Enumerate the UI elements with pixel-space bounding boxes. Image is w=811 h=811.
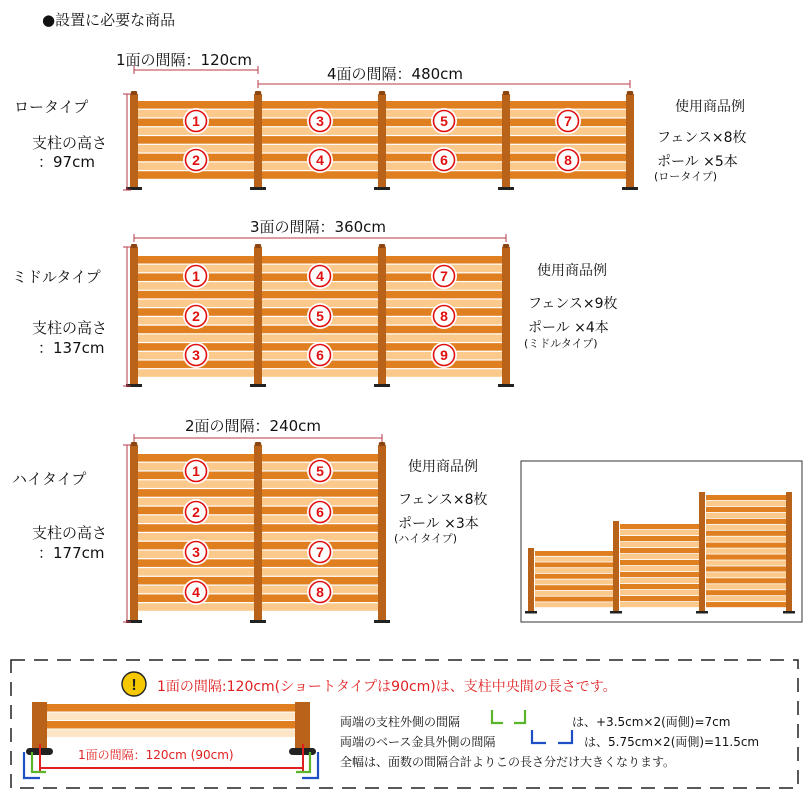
post-cap xyxy=(503,91,509,95)
warning-icon-mark: ! xyxy=(131,677,137,694)
total-width-note: 全幅は、面数の間隔合計よりこの長さ分だけ大きくなります。 xyxy=(340,755,676,769)
combo-post xyxy=(786,492,792,612)
middle-pole-count: ポール ×4本 xyxy=(528,320,609,336)
combo-slat xyxy=(620,524,699,529)
middle-pole-type: (ミドルタイプ) xyxy=(524,337,598,350)
middle-example-title: 使用商品例 xyxy=(537,263,607,279)
low-pole-count: ポール ×5本 xyxy=(657,154,738,170)
fence-slat xyxy=(386,101,502,109)
low-type-label: ロータイプ xyxy=(14,98,89,116)
combo-slat xyxy=(535,557,614,562)
post-outer-gap-label: 両端の支柱外側の間隔 xyxy=(340,715,461,729)
panel-number: 2 xyxy=(192,308,200,324)
high-pole-count: ポール ×3本 xyxy=(398,516,479,532)
panel-number: 6 xyxy=(316,504,324,520)
low-fence-count: フェンス×8枚 xyxy=(657,130,747,146)
low-height-value: ：97cm xyxy=(38,153,95,171)
panel-number: 8 xyxy=(316,584,324,600)
low-dim-4-label: 4面の間隔：480cm xyxy=(327,65,464,83)
high-height-label: 支柱の高さ xyxy=(32,524,108,542)
post-cap xyxy=(131,442,137,446)
fence-post xyxy=(254,445,262,620)
panel-number: 2 xyxy=(192,504,200,520)
combo-slat xyxy=(706,596,786,601)
high-dim-label: 2面の間隔：240cm xyxy=(185,417,322,435)
combo-slat xyxy=(706,531,786,536)
middle-dim-label: 3面の間隔：360cm xyxy=(250,218,387,236)
post-cap xyxy=(255,442,261,446)
fence-slat xyxy=(386,291,502,299)
panel-number: 6 xyxy=(316,347,324,363)
panel-number: 9 xyxy=(440,347,448,363)
middle-height-value: ：137cm xyxy=(38,339,105,357)
combo-slat xyxy=(620,584,699,589)
fence-slat xyxy=(262,334,378,342)
sample-slat xyxy=(46,730,298,738)
fence-post xyxy=(378,445,386,620)
combo-slat xyxy=(620,578,699,583)
combo-slat xyxy=(620,542,699,547)
panel-number: 5 xyxy=(316,308,324,324)
combo-slat xyxy=(620,590,699,595)
sample-slat xyxy=(46,713,298,721)
fence-post xyxy=(130,445,138,620)
fence-slat xyxy=(262,256,378,264)
low-type-fence xyxy=(123,66,638,190)
combo-illustration xyxy=(521,461,802,622)
combo-post xyxy=(613,521,619,612)
panel-number: 8 xyxy=(440,308,448,324)
combo-slat xyxy=(620,566,699,571)
combo-slat xyxy=(535,551,614,556)
combo-post xyxy=(699,492,705,612)
post-cap xyxy=(131,244,137,248)
combo-post xyxy=(528,548,534,612)
post-outer-gap-value: は、+3.5cm×2(両側)=7cm xyxy=(572,715,731,729)
sample-slat xyxy=(46,704,298,712)
post-base xyxy=(374,620,390,623)
combo-slat xyxy=(620,602,699,607)
fence-slat xyxy=(386,136,502,144)
fence-slat xyxy=(262,568,378,576)
fence-post xyxy=(130,247,138,384)
combo-slat xyxy=(535,562,614,567)
sample-slat xyxy=(46,721,298,729)
panel-number: 3 xyxy=(192,347,200,363)
panel-number: 1 xyxy=(192,463,200,479)
fence-slat xyxy=(262,369,378,377)
combo-slat xyxy=(535,585,614,590)
fence-slat xyxy=(138,568,254,576)
fence-slat xyxy=(386,334,502,342)
post-base xyxy=(498,384,514,387)
combo-slat xyxy=(706,572,786,577)
post-cap xyxy=(627,91,633,95)
combo-slat xyxy=(706,602,786,607)
low-example-title: 使用商品例 xyxy=(675,99,745,115)
combo-slat xyxy=(706,578,786,583)
post-cap xyxy=(503,244,509,248)
combo-slat xyxy=(706,513,786,518)
post-cap xyxy=(131,91,137,95)
fence-slat xyxy=(138,101,254,109)
combo-slat xyxy=(620,536,699,541)
post-cap xyxy=(379,244,385,248)
low-dim-1-label: 1面の間隔：120cm xyxy=(116,51,253,69)
high-example-title: 使用商品例 xyxy=(408,459,478,475)
warning-text: 1面の間隔:120cm(ショートタイプは90cm)は、支柱中央間の長さです。 xyxy=(157,679,617,695)
low-height-label: 支柱の高さ xyxy=(32,134,108,152)
combo-slat xyxy=(706,507,786,512)
post-cap xyxy=(255,91,261,95)
combo-slat xyxy=(706,584,786,589)
middle-type-label: ミドルタイプ xyxy=(12,268,101,286)
panel-number: 7 xyxy=(316,544,324,560)
post-base xyxy=(374,187,390,190)
fence-slat xyxy=(138,256,254,264)
combo-post-base xyxy=(525,611,537,614)
combo-slat xyxy=(706,525,786,530)
fence-post xyxy=(254,247,262,384)
combo-slat xyxy=(620,530,699,535)
fence-slat xyxy=(510,136,626,144)
panel-number: 7 xyxy=(564,113,572,129)
panel-number: 8 xyxy=(564,152,572,168)
panel-number: 1 xyxy=(192,268,200,284)
combo-slat xyxy=(706,519,786,524)
high-type-label: ハイタイプ xyxy=(12,470,87,488)
low-pole-type: (ロータイプ) xyxy=(654,170,718,183)
combo-slat xyxy=(535,580,614,585)
combo-post-base xyxy=(696,611,708,614)
combo-slat xyxy=(706,501,786,506)
fence-post xyxy=(130,94,138,187)
combo-slat xyxy=(706,566,786,571)
combo-slat xyxy=(535,574,614,579)
combo-slat xyxy=(535,602,614,607)
combo-slat xyxy=(620,560,699,565)
post-base xyxy=(498,187,514,190)
fence-slat xyxy=(262,489,378,497)
fence-post xyxy=(378,247,386,384)
panel-number: 2 xyxy=(192,152,200,168)
fence-slat xyxy=(262,524,378,532)
panel-number: 3 xyxy=(192,544,200,560)
spacing-explanation xyxy=(11,660,798,788)
legend-blue-left xyxy=(532,730,546,743)
combo-slat xyxy=(706,554,786,559)
panel-number: 5 xyxy=(440,113,448,129)
fence-slat xyxy=(138,489,254,497)
panel-number: 1 xyxy=(192,113,200,129)
high-pole-type: (ハイタイプ) xyxy=(394,532,458,545)
combo-slat xyxy=(706,537,786,542)
fence-slat xyxy=(138,291,254,299)
page-heading: ●設置に必要な商品 xyxy=(42,11,176,29)
fence-slat xyxy=(386,369,502,377)
fence-slat xyxy=(386,256,502,264)
combo-slat xyxy=(535,597,614,602)
legend-green-right xyxy=(514,710,525,723)
post-cap xyxy=(379,91,385,95)
high-fence-count: フェンス×8枚 xyxy=(398,492,488,508)
combo-slat xyxy=(620,548,699,553)
combo-slat xyxy=(706,495,786,500)
fence-slat xyxy=(262,136,378,144)
fence-post xyxy=(502,94,510,187)
high-type-fence xyxy=(123,434,390,623)
fence-post xyxy=(378,94,386,187)
combo-slat xyxy=(620,554,699,559)
fence-slat xyxy=(138,334,254,342)
base-outer-gap-label: 両端のベース金具外側の間隔 xyxy=(340,735,496,749)
base-outer-gap-value: は、5.75cm×2(両側)=11.5cm xyxy=(584,735,760,749)
legend-blue-right xyxy=(558,730,572,743)
panel-number: 5 xyxy=(316,463,324,479)
combo-slat xyxy=(706,549,786,554)
panel-number: 6 xyxy=(440,152,448,168)
legend-green-left xyxy=(492,710,503,723)
panel-number: 4 xyxy=(192,584,200,600)
bottom-dim-label: 1面の間隔：120cm (90cm) xyxy=(78,748,234,762)
combo-slat xyxy=(535,568,614,573)
combo-post-base xyxy=(783,611,795,614)
combo-slat xyxy=(706,543,786,548)
fence-post xyxy=(254,94,262,187)
post-cap xyxy=(255,244,261,248)
high-height-value: ：177cm xyxy=(38,544,105,562)
panel-number: 7 xyxy=(440,268,448,284)
combo-slat xyxy=(620,572,699,577)
combo-slat xyxy=(620,596,699,601)
middle-height-label: 支柱の高さ xyxy=(32,319,108,337)
fence-slat xyxy=(262,101,378,109)
fence-slat xyxy=(262,291,378,299)
post-base xyxy=(622,187,638,190)
middle-type-fence xyxy=(123,234,514,387)
fence-slat xyxy=(138,524,254,532)
panel-number: 4 xyxy=(316,152,324,168)
panel-number: 4 xyxy=(316,268,324,284)
post-base xyxy=(250,620,266,623)
combo-slat xyxy=(535,591,614,596)
post-base xyxy=(250,187,266,190)
combo-slat xyxy=(706,590,786,595)
combo-slat xyxy=(706,560,786,565)
fence-slat xyxy=(510,101,626,109)
post-base xyxy=(374,384,390,387)
fence-slat xyxy=(138,136,254,144)
post-base xyxy=(250,384,266,387)
combo-post-base xyxy=(610,611,622,614)
fence-post xyxy=(626,94,634,187)
post-cap xyxy=(379,442,385,446)
middle-fence-count: フェンス×9枚 xyxy=(528,296,618,312)
panel-number: 3 xyxy=(316,113,324,129)
fence-post xyxy=(502,247,510,384)
fence-slat xyxy=(138,369,254,377)
